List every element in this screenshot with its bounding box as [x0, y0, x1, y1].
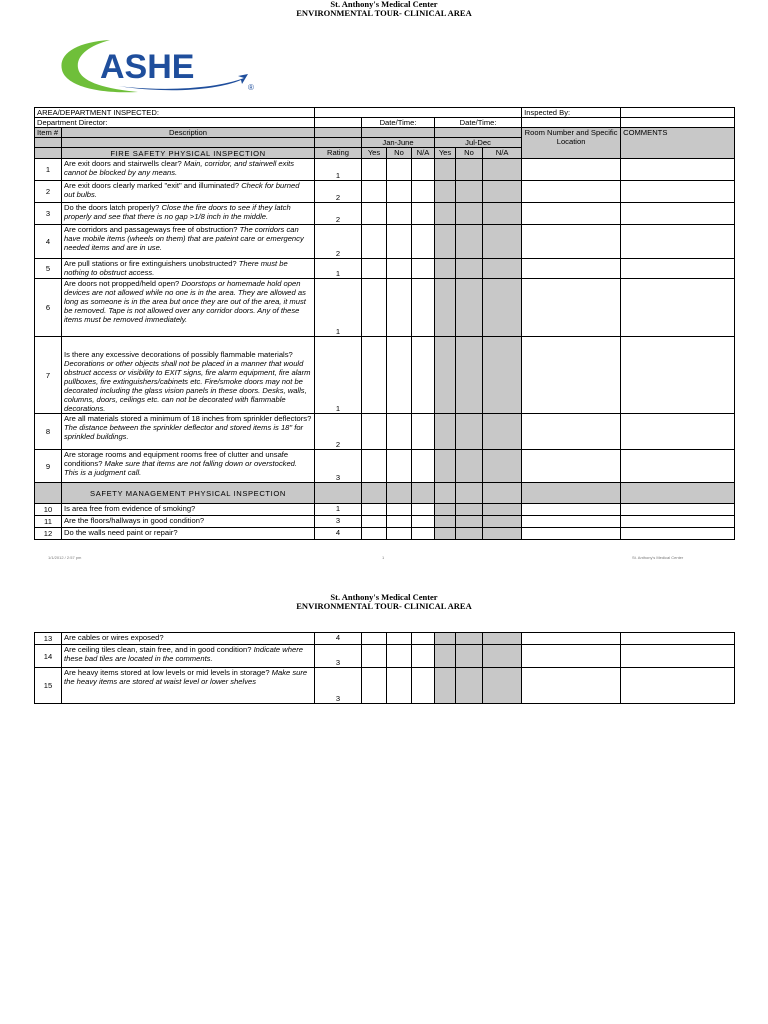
table-row: [35, 259, 735, 279]
room-location-cell[interactable]: [522, 225, 621, 259]
rating-top-blank: [315, 128, 362, 138]
check-na-h2[interactable]: [483, 337, 522, 414]
section-blank: [483, 483, 522, 504]
check-no-h1[interactable]: [387, 504, 412, 516]
director-blank-2: [621, 118, 735, 128]
item-description: Are storage rooms and equipment rooms free of clutter and unsafe conditions? Make sure that items are not falling down or overstocked. This is a judgment call.: [62, 450, 315, 483]
item-number: 9: [35, 450, 62, 483]
check-yes-h2[interactable]: [435, 203, 456, 225]
check-no-h1[interactable]: [387, 668, 412, 704]
item-rating: 3: [315, 450, 362, 483]
item-header-blank-2: [35, 148, 62, 159]
check-na-h2[interactable]: [483, 504, 522, 516]
comments-cell[interactable]: [621, 159, 735, 181]
inspection-table-page2: [34, 632, 735, 704]
comments-cell[interactable]: [621, 528, 735, 540]
document-title: ENVIRONMENTAL TOUR- CLINICAL AREA: [296, 601, 472, 611]
item-description: Are all materials stored a minimum of 18 inches from sprinkler deflectors? The distance between the sprinkler deflector and stored items is 18" for sprinkled buildings.: [62, 414, 315, 450]
comments-cell[interactable]: [621, 337, 735, 414]
no-header-h1: No: [387, 148, 412, 159]
table-row: [35, 668, 735, 704]
director-blank-1: [522, 118, 621, 128]
check-yes-h2[interactable]: [435, 450, 456, 483]
check-na-h2[interactable]: [483, 279, 522, 337]
table-row: [35, 516, 735, 528]
check-yes-h2[interactable]: [435, 668, 456, 704]
check-yes-h1[interactable]: [362, 337, 387, 414]
item-description: Do the doors latch properly? Close the fire doors to see if they latch properly and see that there is no gap >1/8 inch in the middle.: [62, 203, 315, 225]
item-rating: 4: [315, 633, 362, 645]
check-no-h1[interactable]: [387, 159, 412, 181]
check-no-h2[interactable]: [456, 225, 483, 259]
item-number: 15: [35, 668, 62, 704]
item-rating: 4: [315, 528, 362, 540]
check-no-h2[interactable]: [456, 159, 483, 181]
comments-header: COMMENTS: [621, 128, 735, 159]
page2-header: [0, 593, 768, 611]
item-description: Are corridors and passageways free of obstruction? The corridors can have mobile items (wheels on them) that are pateint care or emergency needed items and are in use.: [62, 225, 315, 259]
check-no-h2[interactable]: [456, 504, 483, 516]
org-name: St. Anthony's Medical Center: [330, 0, 438, 9]
item-number: 7: [35, 337, 62, 414]
datetime1-value[interactable]: [362, 128, 435, 138]
check-yes-h1[interactable]: [362, 279, 387, 337]
check-no-h2[interactable]: [456, 528, 483, 540]
check-yes-h2[interactable]: [435, 414, 456, 450]
table-row: [35, 504, 735, 516]
check-yes-h1[interactable]: [362, 528, 387, 540]
comments-cell[interactable]: [621, 645, 735, 668]
room-location-cell[interactable]: [522, 159, 621, 181]
check-na-h2[interactable]: [483, 528, 522, 540]
section-rating-blank: [315, 483, 362, 504]
item-description: Are pull stations or fire extinguishers unobstructed? There must be nothing to obstruct access.: [62, 259, 315, 279]
item-rating: 2: [315, 225, 362, 259]
check-yes-h2[interactable]: [435, 516, 456, 528]
director-label: Department Director:: [35, 118, 315, 128]
check-no-h2[interactable]: [456, 181, 483, 203]
check-yes-h1[interactable]: [362, 203, 387, 225]
item-rating: 3: [315, 668, 362, 704]
registered-mark: ®: [248, 83, 254, 92]
comments-cell[interactable]: [621, 668, 735, 704]
no-header-h2: No: [456, 148, 483, 159]
table-row: [35, 528, 735, 540]
check-no-h1[interactable]: [387, 645, 412, 668]
yes-header-h1: Yes: [362, 148, 387, 159]
section-blank: [456, 483, 483, 504]
table-row: [35, 181, 735, 203]
check-na-h1[interactable]: [412, 225, 435, 259]
item-number: 3: [35, 203, 62, 225]
check-yes-h1[interactable]: [362, 225, 387, 259]
check-na-h2[interactable]: [483, 225, 522, 259]
comments-cell[interactable]: [621, 450, 735, 483]
room-location-header: Room Number and Specific Location: [522, 128, 621, 159]
item-description: Are cables or wires exposed?: [62, 633, 315, 645]
section-blank: [522, 483, 621, 504]
item-description: Do the walls need paint or repair?: [62, 528, 315, 540]
check-yes-h1[interactable]: [362, 259, 387, 279]
jul-dec-header: Jul-Dec: [435, 138, 522, 148]
check-yes-h1[interactable]: [362, 414, 387, 450]
check-na-h1[interactable]: [412, 414, 435, 450]
check-no-h1[interactable]: [387, 337, 412, 414]
check-na-h2[interactable]: [483, 645, 522, 668]
item-number: 8: [35, 414, 62, 450]
comments-cell[interactable]: [621, 259, 735, 279]
comments-cell[interactable]: [621, 414, 735, 450]
room-location-cell[interactable]: [522, 203, 621, 225]
inspected-by-field[interactable]: [621, 108, 735, 118]
check-no-h2[interactable]: [456, 645, 483, 668]
comments-cell[interactable]: [621, 225, 735, 259]
jan-june-header: Jan-June: [362, 138, 435, 148]
check-no-h1[interactable]: [387, 225, 412, 259]
check-no-h1[interactable]: [387, 528, 412, 540]
na-header-h1: N/A: [412, 148, 435, 159]
logo-text: ASHE: [100, 48, 195, 86]
check-na-h1[interactable]: [412, 516, 435, 528]
room-location-cell[interactable]: [522, 259, 621, 279]
room-location-cell[interactable]: [522, 450, 621, 483]
check-yes-h1[interactable]: [362, 633, 387, 645]
section-blank: [362, 483, 387, 504]
check-no-h1[interactable]: [387, 414, 412, 450]
item-number: 13: [35, 633, 62, 645]
item-description: Are exit doors and stairwells clear? Main, corridor, and stairwell exits cannot be blocked by any means.: [62, 159, 315, 181]
inspected-by-label: Inspected By:: [522, 108, 621, 118]
check-na-h1[interactable]: [412, 668, 435, 704]
check-yes-h2[interactable]: [435, 225, 456, 259]
comments-cell[interactable]: [621, 181, 735, 203]
rating-header: Rating: [315, 148, 362, 159]
item-number: 11: [35, 516, 62, 528]
check-no-h2[interactable]: [456, 337, 483, 414]
fire-safety-section-header: FIRE SAFETY PHYSICAL INSPECTION: [62, 148, 315, 159]
ashe-logo: [58, 36, 263, 98]
check-yes-h1[interactable]: [362, 516, 387, 528]
check-na-h1[interactable]: [412, 159, 435, 181]
section-item-blank: [35, 483, 62, 504]
comments-cell[interactable]: [621, 504, 735, 516]
item-number: 5: [35, 259, 62, 279]
item-header-blank: [35, 138, 62, 148]
item-rating: 1: [315, 279, 362, 337]
item-description: Are heavy items stored at low levels or mid levels in storage? Make sure the heavy items are stored at waist level or lower shelves: [62, 668, 315, 704]
check-na-h1[interactable]: [412, 259, 435, 279]
check-no-h2[interactable]: [456, 414, 483, 450]
check-no-h1[interactable]: [387, 203, 412, 225]
table-row: [35, 633, 735, 645]
check-yes-h2[interactable]: [435, 279, 456, 337]
section-blank: [435, 483, 456, 504]
org-name: St. Anthony's Medical Center: [330, 592, 438, 602]
check-no-h1[interactable]: [387, 279, 412, 337]
item-number: 6: [35, 279, 62, 337]
check-na-h2[interactable]: [483, 259, 522, 279]
check-na-h1[interactable]: [412, 450, 435, 483]
check-no-h2[interactable]: [456, 450, 483, 483]
item-rating: 1: [315, 259, 362, 279]
check-no-h1[interactable]: [387, 181, 412, 203]
room-location-cell[interactable]: [522, 516, 621, 528]
director-field[interactable]: [315, 118, 362, 128]
item-number: 12: [35, 528, 62, 540]
check-no-h2[interactable]: [456, 203, 483, 225]
check-yes-h2[interactable]: [435, 504, 456, 516]
item-rating: 1: [315, 337, 362, 414]
check-no-h2[interactable]: [456, 259, 483, 279]
description-header: Description: [62, 128, 315, 138]
room-location-cell[interactable]: [522, 279, 621, 337]
section-blank: [621, 483, 735, 504]
inspection-table-page1: [34, 107, 735, 540]
check-na-h1[interactable]: [412, 504, 435, 516]
item-description: Are exit doors clearly marked "exit" and illuminated? Check for burned out bulbs.: [62, 181, 315, 203]
item-number: 1: [35, 159, 62, 181]
check-yes-h1[interactable]: [362, 645, 387, 668]
check-na-h2[interactable]: [483, 181, 522, 203]
item-description: Is there any excessive decorations of possibly flammable materials? Decorations or other objects shall not be placed in a manner that would obstruct access or visibility to EXIT signs, fire alarm equipment, fire alarm pullboxes, fire extinguishers/cabinets etc. Fire/smoke doors may not be decorated including the glass vision panels in these doors. Desks, walls, columns, doors, ceilings etc. can not be decorated with flammable decorations.: [62, 337, 315, 414]
check-yes-h1[interactable]: [362, 159, 387, 181]
check-no-h2[interactable]: [456, 668, 483, 704]
na-header-h2: N/A: [483, 148, 522, 159]
datetime2-value[interactable]: [435, 128, 522, 138]
table-row: [35, 450, 735, 483]
datetime1-label: Date/Time:: [362, 118, 435, 128]
document-title: ENVIRONMENTAL TOUR- CLINICAL AREA: [296, 8, 472, 18]
safety-management-section-header: SAFETY MANAGEMENT PHYSICAL INSPECTION: [62, 483, 315, 504]
footer-page-number: 1: [382, 555, 385, 560]
check-na-h2[interactable]: [483, 159, 522, 181]
check-no-h1[interactable]: [387, 259, 412, 279]
check-na-h2[interactable]: [483, 516, 522, 528]
table-row: [35, 225, 735, 259]
item-number: 14: [35, 645, 62, 668]
check-na-h1[interactable]: [412, 645, 435, 668]
area-value-field[interactable]: [315, 108, 522, 118]
item-description: Is area free from evidence of smoking?: [62, 504, 315, 516]
check-na-h2[interactable]: [483, 203, 522, 225]
yes-header-h2: Yes: [435, 148, 456, 159]
check-na-h2[interactable]: [483, 450, 522, 483]
table-row: [35, 203, 735, 225]
table-row: [35, 279, 735, 337]
check-yes-h1[interactable]: [362, 668, 387, 704]
check-no-h1[interactable]: [387, 633, 412, 645]
check-yes-h1[interactable]: [362, 181, 387, 203]
check-yes-h2[interactable]: [435, 528, 456, 540]
item-number: 4: [35, 225, 62, 259]
table-row: [35, 337, 735, 414]
section-blank: [387, 483, 412, 504]
check-na-h1[interactable]: [412, 181, 435, 203]
item-rating: 3: [315, 645, 362, 668]
comments-cell[interactable]: [621, 633, 735, 645]
item-description: Are the floors/hallways in good condition?: [62, 516, 315, 528]
room-location-cell[interactable]: [522, 668, 621, 704]
item-number: 2: [35, 181, 62, 203]
table-row: [35, 645, 735, 668]
check-no-h2[interactable]: [456, 279, 483, 337]
check-na-h1[interactable]: [412, 633, 435, 645]
check-na-h1[interactable]: [412, 337, 435, 414]
section-blank: [412, 483, 435, 504]
item-rating: 1: [315, 159, 362, 181]
room-location-cell[interactable]: [522, 414, 621, 450]
item-number: 10: [35, 504, 62, 516]
comments-cell[interactable]: [621, 279, 735, 337]
footer-date: 1/1/2012 / 2:57 pm: [48, 555, 82, 560]
area-label: AREA/DEPARTMENT INSPECTED:: [35, 108, 315, 118]
description-header-blank: [62, 138, 315, 148]
check-yes-h2[interactable]: [435, 337, 456, 414]
item-description: Are doors not propped/held open? Doorstops or homemade hold open devices are not allowed while no one is in the area. They are allowed as long as someone is in the area but once they are out of the area, it must be removed. Tape is not allowed over any corridor doors. Any of these items must be removed immediately.: [62, 279, 315, 337]
check-no-h2[interactable]: [456, 516, 483, 528]
check-yes-h2[interactable]: [435, 181, 456, 203]
check-na-h1[interactable]: [412, 528, 435, 540]
room-location-cell[interactable]: [522, 181, 621, 203]
item-rating: 2: [315, 203, 362, 225]
item-description: Are ceiling tiles clean, stain free, and in good condition? Indicate where these bad tiles are located in the comments.: [62, 645, 315, 668]
check-no-h2[interactable]: [456, 633, 483, 645]
comments-cell[interactable]: [621, 516, 735, 528]
room-location-cell[interactable]: [522, 633, 621, 645]
room-location-cell[interactable]: [522, 528, 621, 540]
check-na-h1[interactable]: [412, 279, 435, 337]
check-yes-h2[interactable]: [435, 259, 456, 279]
check-no-h1[interactable]: [387, 450, 412, 483]
check-no-h1[interactable]: [387, 516, 412, 528]
comments-cell[interactable]: [621, 203, 735, 225]
footer-org: St. Anthony's Medical Center: [632, 555, 684, 560]
check-na-h2[interactable]: [483, 414, 522, 450]
room-location-cell[interactable]: [522, 645, 621, 668]
check-yes-h2[interactable]: [435, 645, 456, 668]
room-location-cell[interactable]: [522, 337, 621, 414]
check-na-h1[interactable]: [412, 203, 435, 225]
check-na-h2[interactable]: [483, 633, 522, 645]
item-rating: 2: [315, 414, 362, 450]
check-yes-h2[interactable]: [435, 159, 456, 181]
item-rating: 1: [315, 504, 362, 516]
datetime2-label: Date/Time:: [435, 118, 522, 128]
item-rating: 2: [315, 181, 362, 203]
check-yes-h2[interactable]: [435, 633, 456, 645]
check-yes-h1[interactable]: [362, 504, 387, 516]
rating-header-blank: [315, 138, 362, 148]
page1-header: [0, 0, 768, 18]
check-yes-h1[interactable]: [362, 450, 387, 483]
check-na-h2[interactable]: [483, 668, 522, 704]
table-row: [35, 414, 735, 450]
room-location-cell[interactable]: [522, 504, 621, 516]
item-rating: 3: [315, 516, 362, 528]
item-number-header: Item #: [35, 128, 62, 138]
table-row: [35, 159, 735, 181]
